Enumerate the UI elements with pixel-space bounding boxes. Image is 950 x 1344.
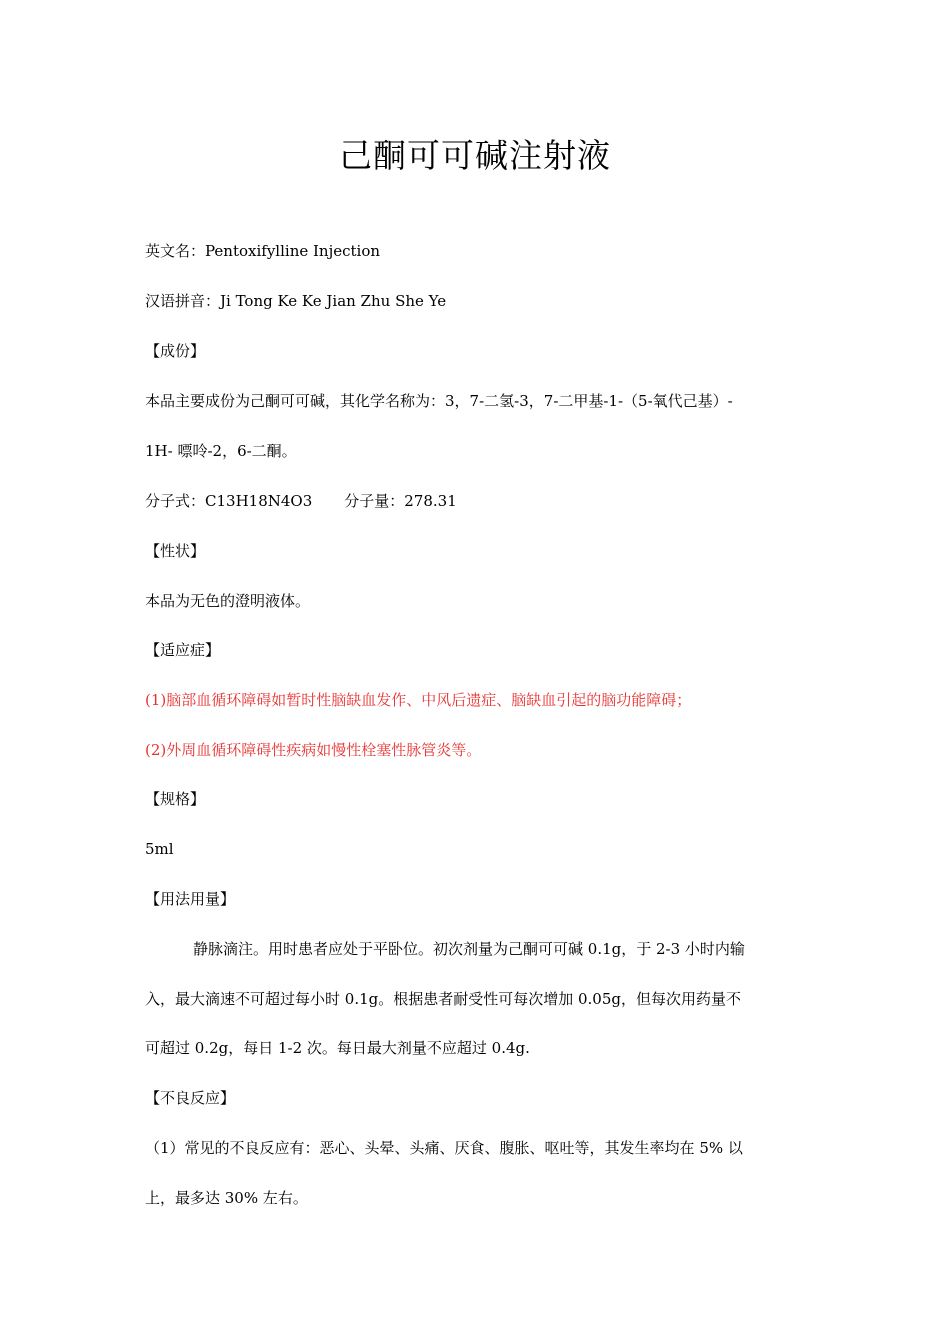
appearance-text: 本品为无色的澄明液体。 [145,592,311,610]
composition-heading: 【成份】 [145,342,206,360]
indication-item-1: (1)脑部血循环障碍如暂时性脑缺血发作、中风后遗症、脑缺血引起的脑功能障碍； [145,691,692,709]
formula-row [145,489,810,513]
indications-heading: 【适应症】 [145,641,221,659]
adverse-heading: 【不良反应】 [145,1089,236,1107]
dosage-line-3: 可超过 0.2g，每日 1-2 次。每日最大剂量不应超过 0.4g. [145,1039,530,1057]
specification-heading: 【规格】 [145,790,206,808]
composition-line-1: 本品主要成份为己酮可可碱，其化学名称为：3，7-二氢-3，7-二甲基-1-（5-氧代己基）- [145,392,733,410]
adverse-line-1: （1）常见的不良反应有：恶心、头晕、头痛、厌食、腹胀、呕吐等，其发生率均在 5% 以 [145,1139,743,1157]
document-title: 己酮可可碱注射液 [339,136,611,175]
molecular-formula: 分子式：C13H18N4O3 [145,492,313,510]
dosage-line-1: 静脉滴注。用时患者应处于平卧位。初次剂量为己酮可可碱 0.1g，于 2-3 小时内输 [193,940,745,958]
indication-item-2: (2)外周血循环障碍性疾病如慢性栓塞性脉管炎等。 [145,741,482,759]
specification-text: 5ml [145,840,174,858]
molecular-weight: 分子量：278.31 [344,492,457,510]
appearance-heading: 【性状】 [145,542,206,560]
english-name: 英文名：Pentoxifylline Injection [145,242,381,260]
dosage-line-2: 入，最大滴速不可超过每小时 0.1g。根据患者耐受性可每次增加 0.05g，但每次用药量不 [145,990,741,1008]
pinyin-name: 汉语拼音：Ji Tong Ke Ke Jian Zhu She Ye [145,292,447,310]
composition-line-2: 1H- 嘌呤-2，6-二酮。 [145,442,297,460]
dosage-heading: 【用法用量】 [145,890,236,908]
adverse-line-2: 上，最多达 30% 左右。 [145,1189,308,1207]
